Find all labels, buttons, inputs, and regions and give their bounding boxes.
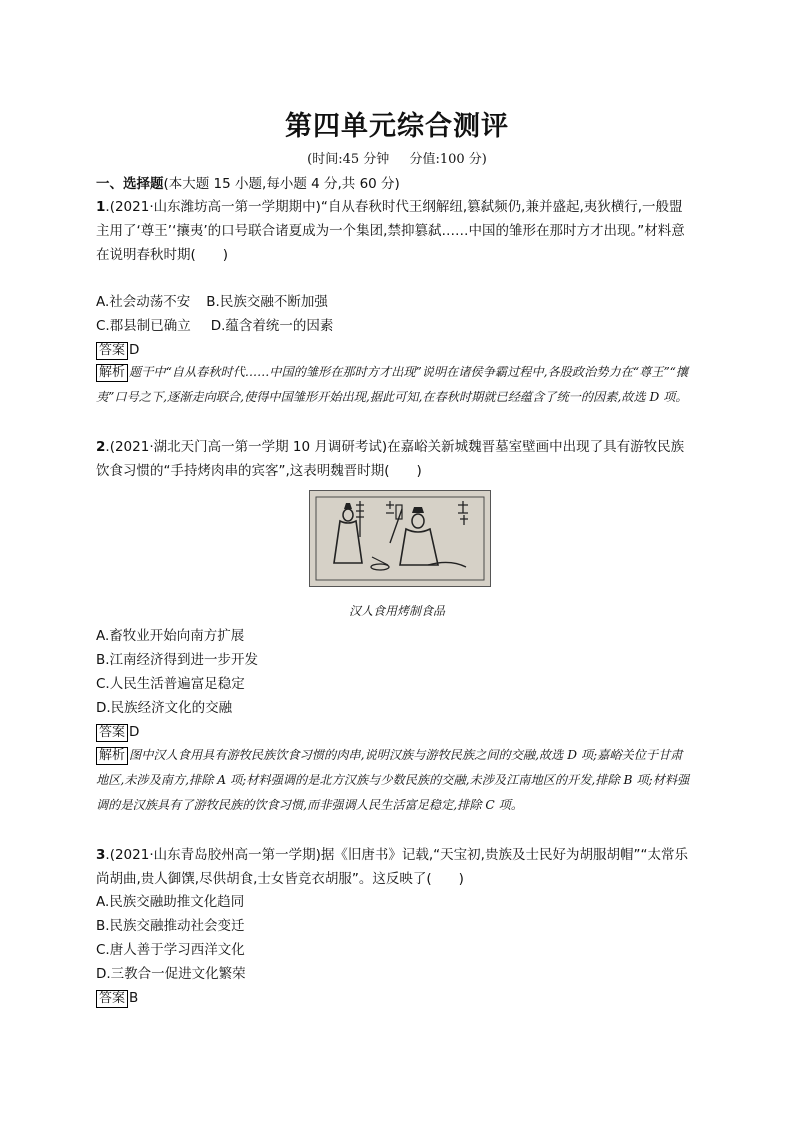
question-2-explanation bbox=[96, 743, 694, 818]
explanation-tag: 解析 bbox=[96, 364, 128, 382]
option-a[interactable]: A.社会动荡不安 bbox=[96, 294, 191, 310]
section-heading bbox=[96, 172, 400, 192]
answer-value: B bbox=[129, 990, 139, 1006]
option-c[interactable]: C.人民生活普遍富足稳定 bbox=[96, 676, 245, 692]
page-title: 第四单元综合测评 bbox=[285, 111, 509, 142]
answer-tag: 答案 bbox=[96, 990, 128, 1008]
time-limit: (时间:45 分钟 bbox=[307, 152, 390, 167]
score-total: 分值:100 分) bbox=[409, 152, 487, 167]
question-2 bbox=[96, 435, 694, 483]
question-3 bbox=[96, 843, 694, 891]
option-d[interactable]: D.民族经济文化的交融 bbox=[96, 700, 233, 716]
option-a[interactable]: A.民族交融助推文化趋同 bbox=[96, 894, 245, 910]
question-text: .(2021·山东青岛胶州高一第一学期)据《旧唐书》记载,“天宝初,贵族及士民好为胡服胡帽”“太常乐尚胡曲,贵人御馔,尽供胡食,士女皆竞衣胡服”。这反映了( ) bbox=[96, 847, 688, 887]
explanation-text: 图中汉人食用具有游牧民族饮食习惯的肉串,说明汉族与游牧民族之间的交融,故选 D 项;嘉峪关位于甘肃地区,未涉及南方,排除 A 项;材料强调的是北方汉族与少数民族的交融,未涉及江南地区的开发,排除 B 项;材料强调的是汉族具有了游牧民族的饮食习惯,而非强调人民生活富足稳定,排除 C 项。 bbox=[96, 748, 690, 812]
question-number: 1 bbox=[96, 199, 106, 215]
answer-value: D bbox=[129, 724, 140, 740]
question-3-stem bbox=[96, 843, 694, 891]
option-c[interactable]: C.唐人善于学习西洋文化 bbox=[96, 942, 245, 958]
mural-image bbox=[309, 490, 491, 587]
option-d[interactable]: D.三教合一促进文化繁荣 bbox=[96, 966, 246, 982]
answer-tag: 答案 bbox=[96, 342, 128, 360]
option-b[interactable]: B.民族交融推动社会变迁 bbox=[96, 918, 245, 934]
figure-caption: 汉人食用烤制食品 bbox=[348, 604, 445, 618]
question-1 bbox=[96, 195, 694, 267]
page-subtitle bbox=[0, 148, 794, 167]
question-text: .(2021·山东潍坊高一第一学期期中)“自从春秋时代王纲解纽,篡弑频仍,兼并盛起,夷狄横行,一般盟主用了‘尊王’‘攘夷’的口号联合诸夏成为一个集团,禁抑篡弑……中国的雏形在那时方才出现。”材料意在说明春秋时期( ) bbox=[96, 199, 685, 263]
question-1-options bbox=[96, 290, 694, 338]
option-d[interactable]: D.蕴含着统一的因素 bbox=[210, 318, 334, 334]
section-title: 一、选择题 bbox=[96, 176, 164, 192]
option-a[interactable]: A.畜牧业开始向南方扩展 bbox=[96, 628, 245, 644]
question-1-stem bbox=[96, 195, 694, 267]
section-detail: (本大题 15 小题,每小题 4 分,共 60 分) bbox=[163, 176, 400, 192]
option-c[interactable]: C.郡县制已确立 bbox=[96, 318, 191, 334]
question-3-options bbox=[96, 890, 694, 986]
explanation-text: 题干中“自从春秋时代……中国的雏形在那时方才出现”说明在诸侯争霸过程中,各股政治势力在“尊王”“攘夷”口号之下,逐渐走向联合,使得中国雏形开始出现,据此可知,在春秋时期就已经蕴含了统一的因素,故选 D 项。 bbox=[96, 365, 689, 404]
question-3-answer bbox=[96, 986, 694, 1010]
option-b[interactable]: B.民族交融不断加强 bbox=[206, 294, 328, 310]
question-number: 3 bbox=[96, 847, 106, 863]
question-text: .(2021·湖北天门高一第一学期 10 月调研考试)在嘉峪关新城魏晋墓室壁画中出现了具有游牧民族饮食习惯的“手持烤肉串的宾客”,这表明魏晋时期( ) bbox=[96, 439, 685, 479]
question-2-stem bbox=[96, 435, 694, 483]
answer-tag: 答案 bbox=[96, 724, 128, 742]
question-1-explanation bbox=[96, 360, 694, 410]
question-1-answer bbox=[96, 338, 694, 362]
question-2-options bbox=[96, 624, 694, 720]
option-b[interactable]: B.江南经济得到进一步开发 bbox=[96, 652, 259, 668]
question-2-answer bbox=[96, 720, 694, 744]
explanation-tag: 解析 bbox=[96, 747, 128, 765]
mural-illustration bbox=[310, 491, 490, 586]
answer-value: D bbox=[129, 342, 140, 358]
question-number: 2 bbox=[96, 439, 106, 455]
